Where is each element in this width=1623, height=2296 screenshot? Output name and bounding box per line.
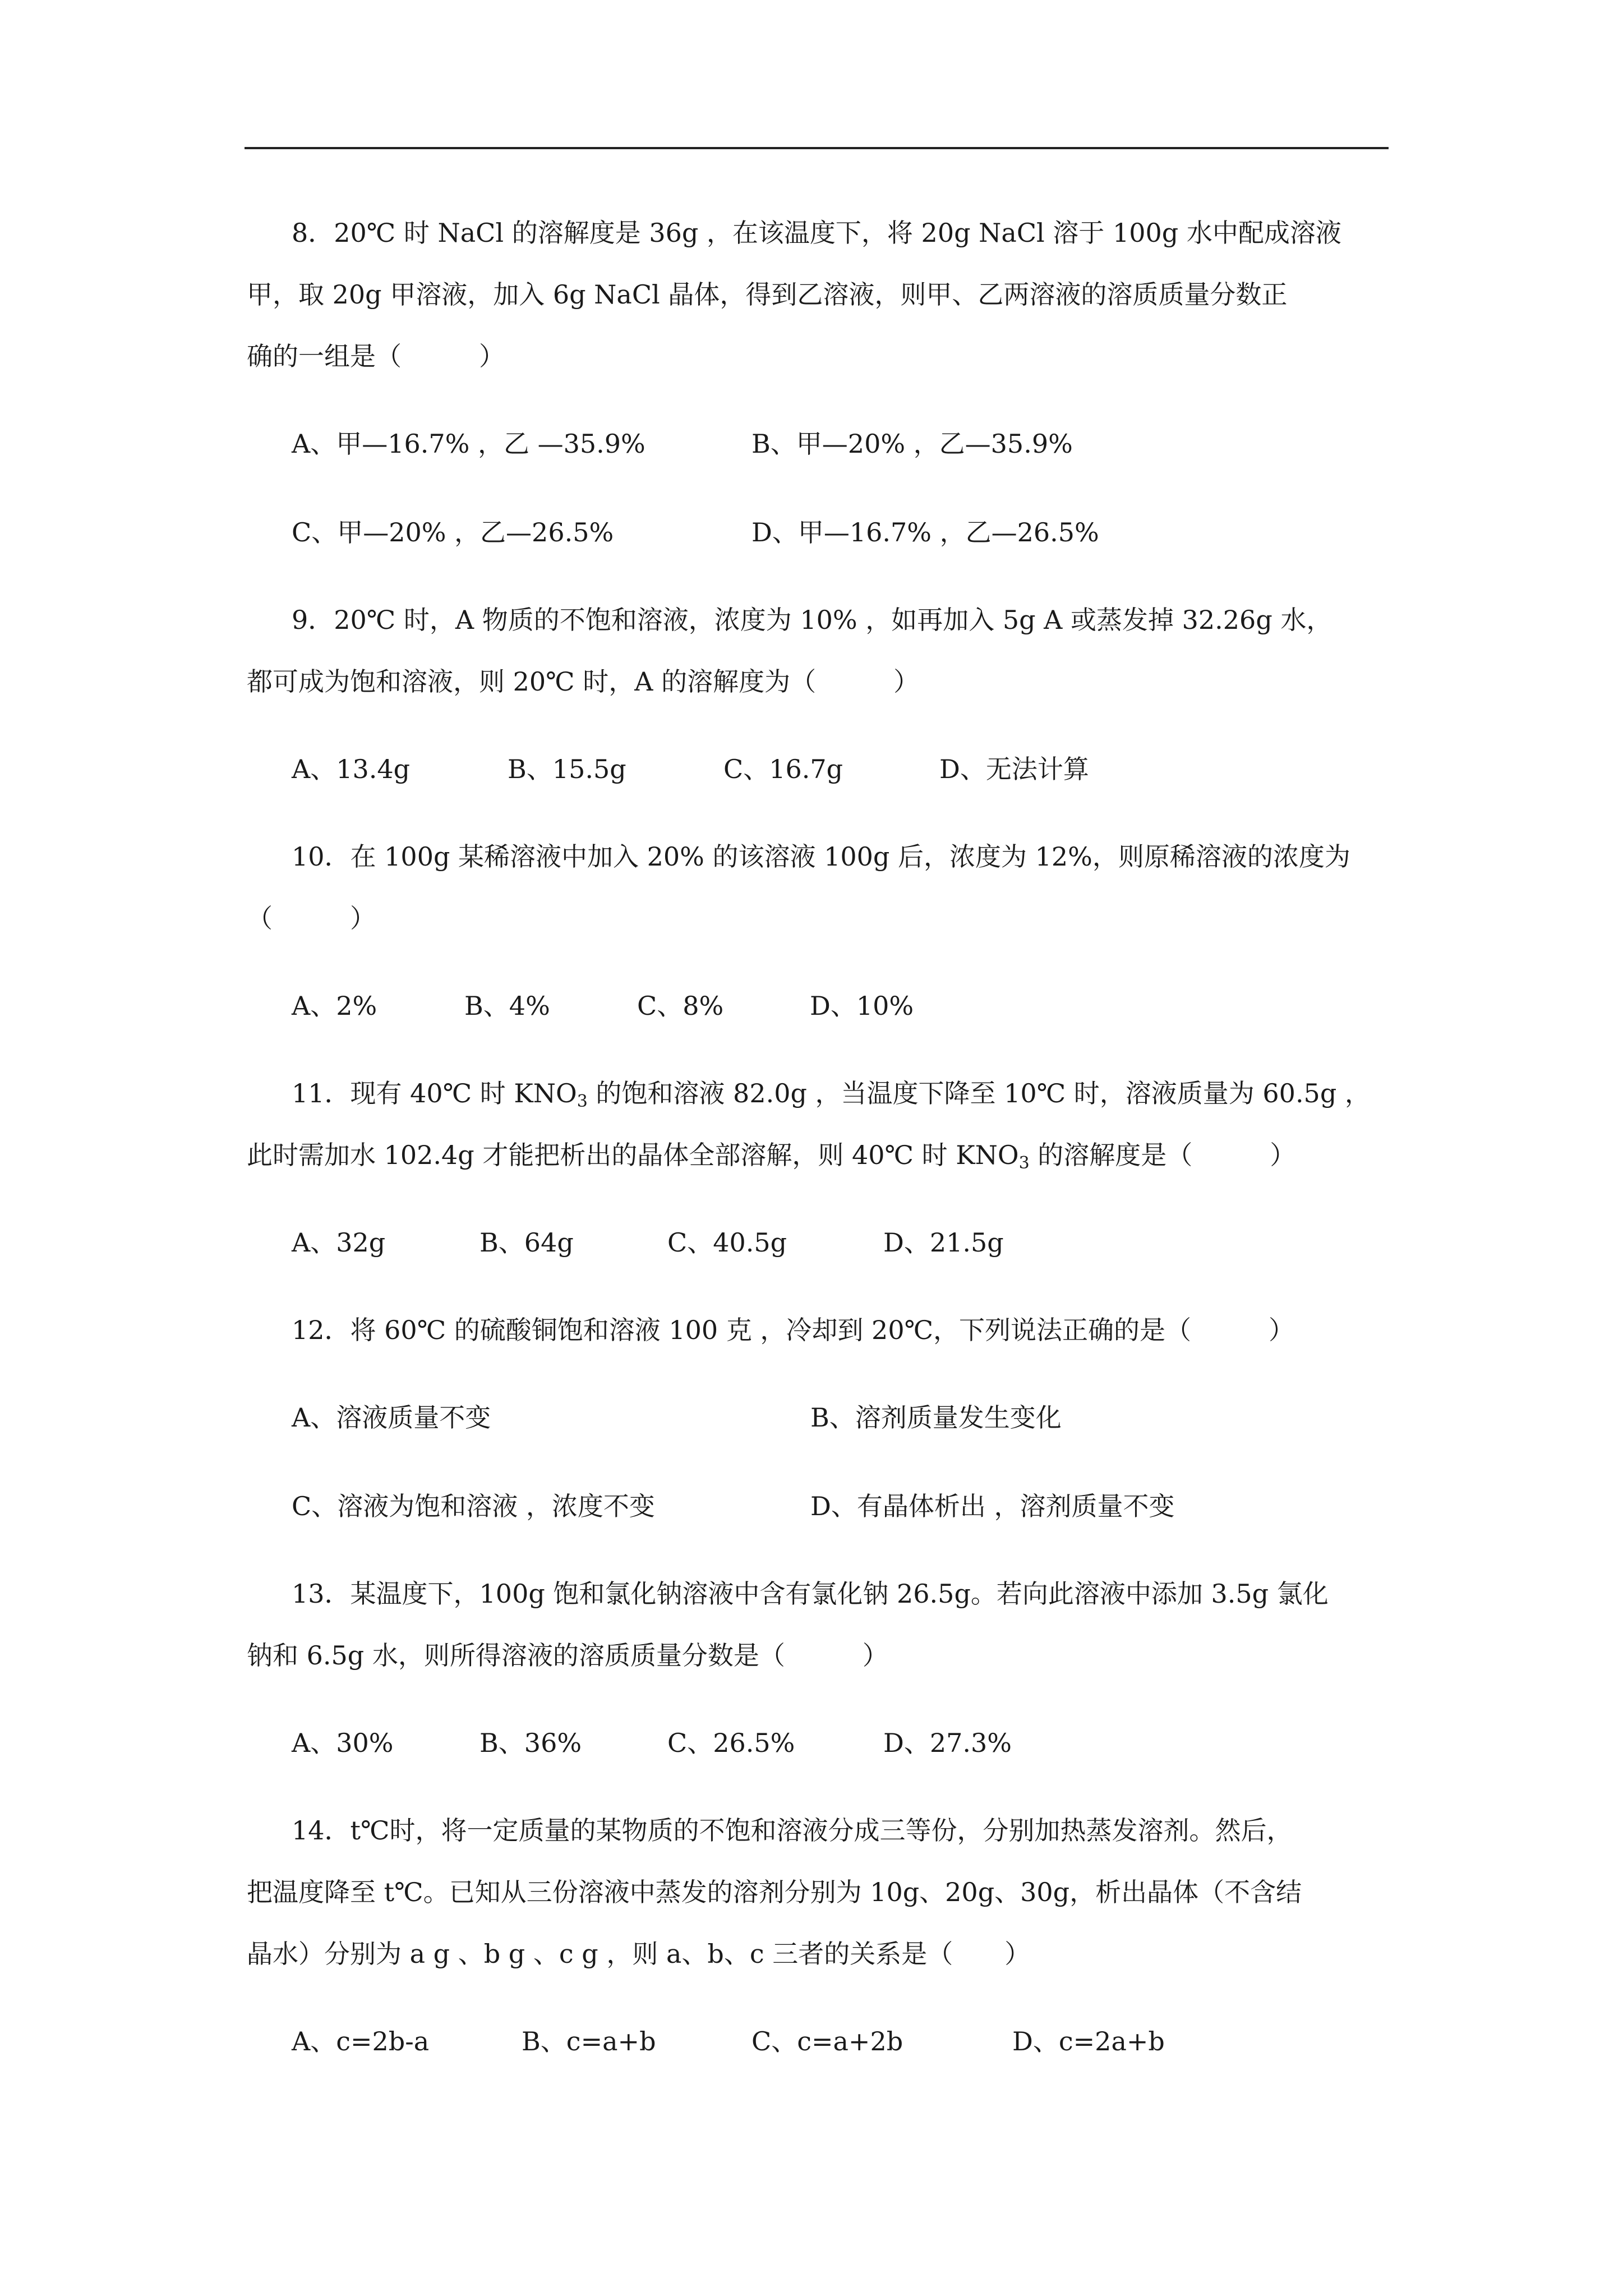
option-a: A、溶液质量不变 bbox=[292, 1402, 491, 1433]
option-c: C、26.5% bbox=[667, 1728, 795, 1758]
question-line: 确的一组是（ ） bbox=[247, 341, 505, 371]
option-a: A、13.4g bbox=[292, 754, 411, 784]
option-b: B、15.5g bbox=[508, 754, 626, 784]
question-13-options bbox=[247, 1712, 1402, 1774]
question-line: 晶水）分别为 a g 、b g 、c g ，则 a、b、c 三者的关系是（ ） bbox=[247, 1939, 1031, 1969]
option-a: A、甲—16.7% ，乙 —35.9% bbox=[292, 429, 645, 459]
question-8-options bbox=[247, 413, 1402, 563]
option-c: C、c=a+2b bbox=[751, 2026, 903, 2056]
question-10-options bbox=[247, 975, 1402, 1037]
question-line: 钠和 6.5g 水，则所得溶液的溶质质量分数是（ ） bbox=[247, 1640, 888, 1671]
option-d: D、21.5g bbox=[883, 1227, 1004, 1258]
question-line: 甲，取 20g 甲溶液，加入 6g NaCl 晶体，得到乙溶液，则甲、乙两溶液的溶质质量分数正 bbox=[247, 279, 1288, 310]
question-line: 10．在 100g 某稀溶液中加入 20% 的该溶液 100g 后，浓度为 12%，则原稀溶液的浓度为 bbox=[292, 841, 1350, 872]
question-line: 12．将 60℃ 的硫酸铜饱和溶液 100 克 ，冷却到 20℃，下列说法正确的是（ ） bbox=[292, 1315, 1295, 1345]
question-11 bbox=[247, 1062, 1402, 1186]
question-line: （ ） bbox=[247, 903, 376, 933]
question-11-options bbox=[247, 1212, 1402, 1273]
question-14 bbox=[247, 1800, 1402, 1985]
question-text: 11．现有 40℃ 时 KNO bbox=[292, 1078, 577, 1108]
option-d: D、c=2a+b bbox=[1012, 2026, 1165, 2056]
option-a: A、30% bbox=[292, 1728, 394, 1758]
question-line bbox=[247, 1124, 1402, 1186]
option-d: D、无法计算 bbox=[939, 754, 1089, 784]
option-c: C、40.5g bbox=[667, 1227, 787, 1258]
question-12 bbox=[247, 1299, 1402, 1361]
option-d: D、10% bbox=[810, 991, 914, 1021]
question-12-options bbox=[247, 1387, 1402, 1537]
question-list bbox=[247, 202, 1402, 2098]
question-line bbox=[247, 1062, 1402, 1124]
header-rule bbox=[245, 147, 1389, 149]
option-c: C、16.7g bbox=[723, 754, 843, 784]
question-9 bbox=[247, 589, 1402, 712]
question-13 bbox=[247, 1563, 1402, 1686]
question-line: 把温度降至 t℃。已知从三份溶液中蒸发的溶剂分别为 10g、20g、30g，析出晶体（不含结 bbox=[247, 1877, 1302, 1907]
question-line: 都可成为饱和溶液，则 20℃ 时，A 的溶解度为（ ） bbox=[247, 666, 920, 697]
question-14-options bbox=[247, 2010, 1402, 2072]
option-a: A、c=2b-a bbox=[292, 2026, 430, 2056]
option-a: A、2% bbox=[292, 991, 377, 1021]
option-c: C、甲—20% ，乙—26.5% bbox=[292, 517, 614, 547]
question-text: 的饱和溶液 82.0g ，当温度下降至 10℃ 时，溶液质量为 60.5g ， bbox=[587, 1078, 1371, 1108]
option-c: C、溶液为饱和溶液 ，浓度不变 bbox=[292, 1491, 655, 1521]
option-a: A、32g bbox=[292, 1227, 386, 1258]
option-d: D、有晶体析出 ，溶剂质量不变 bbox=[810, 1491, 1175, 1521]
option-b: B、4% bbox=[464, 991, 550, 1021]
question-line: 9．20℃ 时，A 物质的不饱和溶液，浓度为 10% ，如再加入 5g A 或蒸发掉 32.26g 水， bbox=[292, 605, 1332, 635]
subscript: 3 bbox=[1018, 1153, 1030, 1173]
question-10 bbox=[247, 826, 1402, 949]
option-b: B、甲—20% ，乙—35.9% bbox=[751, 429, 1073, 459]
subscript: 3 bbox=[577, 1092, 588, 1111]
option-d: D、27.3% bbox=[883, 1728, 1012, 1758]
question-text: 此时需加水 102.4g 才能把析出的晶体全部溶解，则 40℃ 时 KNO bbox=[247, 1140, 1019, 1170]
option-b: B、36% bbox=[479, 1728, 582, 1758]
question-9-options bbox=[247, 738, 1402, 800]
option-c: C、8% bbox=[637, 991, 724, 1021]
question-8 bbox=[247, 202, 1402, 387]
option-b: B、64g bbox=[479, 1227, 574, 1258]
question-line: 14．t℃时，将一定质量的某物质的不饱和溶液分成三等份，分别加热蒸发溶剂。然后， bbox=[292, 1815, 1293, 1846]
option-b: B、溶剂质量发生变化 bbox=[810, 1402, 1062, 1433]
option-d: D、甲—16.7% ，乙—26.5% bbox=[751, 517, 1099, 547]
question-line: 8．20℃ 时 NaCl 的溶解度是 36g ，在该温度下，将 20g NaCl 溶于 100g 水中配成溶液 bbox=[292, 218, 1341, 248]
question-text: 的溶解度是（ ） bbox=[1029, 1140, 1296, 1170]
option-b: B、c=a+b bbox=[522, 2026, 656, 2056]
question-line: 13．某温度下，100g 饱和氯化钠溶液中含有氯化钠 26.5g。若向此溶液中添加 3.5g 氯化 bbox=[292, 1579, 1329, 1609]
